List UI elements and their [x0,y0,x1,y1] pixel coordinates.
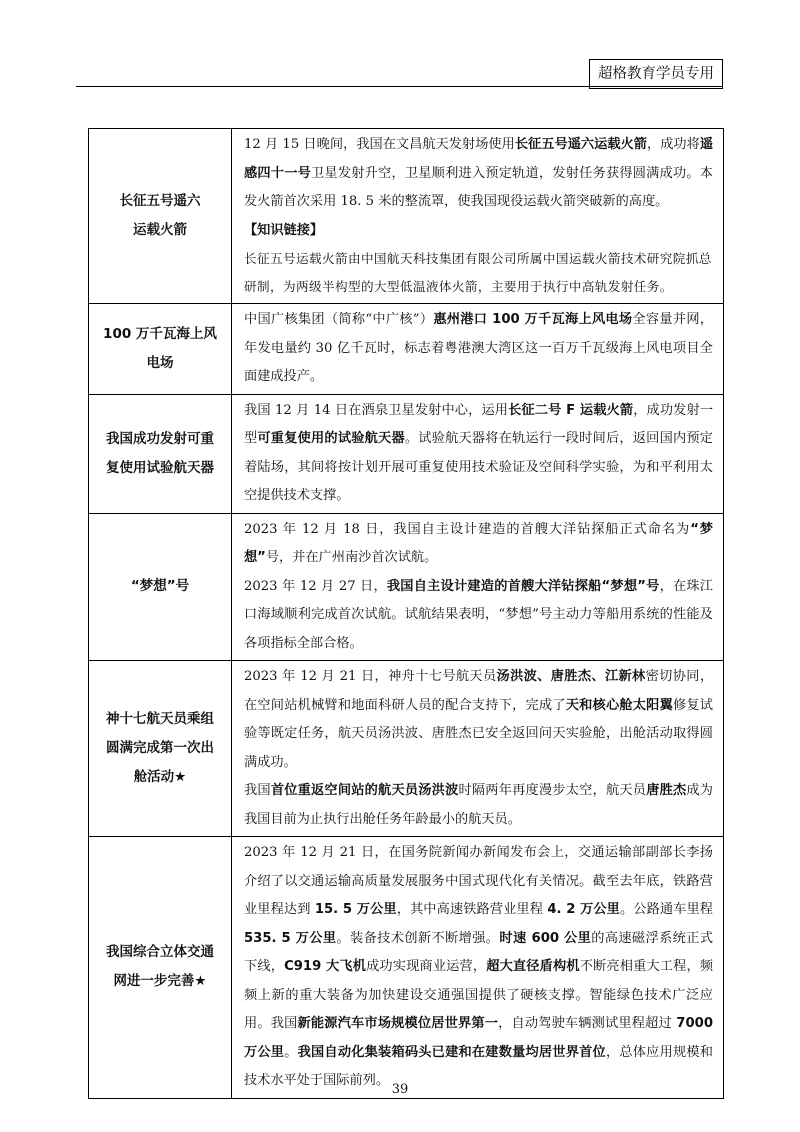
highlight-text: “梦想” [244,521,713,565]
row-content-cell [232,661,724,837]
row-content-cell [232,304,724,395]
row-title-line: 复使用试验航天器 [106,459,214,476]
row-content-cell [232,837,724,1099]
highlight-text: 我国自动化集装箱码头已建和在建数量均居世界首位 [297,1044,606,1060]
content-paragraph [244,131,713,217]
body-text: 修复试验等既定任务，航天员汤洪波、唐胜杰已安全返回问天实验舱，出舱活动取得圆满成功。 [244,697,713,770]
row-title-line: 我国成功发射可重 [106,430,214,447]
highlight-text: 长征五号遥六运载火箭 [514,137,647,152]
table-row [89,837,724,1099]
body-text: 2023 年 12 月 21 日，神舟十七号航天员 [244,669,497,684]
body-text: 我国 12 月 14 日在酒泉卫星发射中心，运用 [244,402,509,418]
row-title-line: 神十七航天员乘组 [106,711,214,727]
table-row [89,394,724,513]
knowledge-link-heading: 【知识链接】 [244,222,324,238]
row-title-line: 舱活动★ [133,769,187,785]
row-title-cell [89,661,232,837]
body-text: 中国广核集团（简称“中广核”） [244,312,434,327]
table-row [89,513,724,661]
highlight-text: 535. 5 万公里 [244,930,337,946]
highlight-text: 遥感四十一号 [244,137,714,181]
highlight-text: 4. 2 万公里 [547,902,620,917]
highlight-text: 长征二号 F 运载火箭 [508,402,634,418]
highlight-text: 首位重返空间站的航天员汤洪波 [270,783,459,798]
body-text: 不断亮相重大工程，频频上新的重大装备为加快建设交通强国提供了硬核支撑。智能绿色技术广泛应用。我国 [244,959,714,1031]
highlight-text: 超大直径盾构机 [486,959,580,974]
row-title-line: 运载火箭 [133,222,187,238]
row-title-line: 我国综合立体交通 [106,944,214,961]
news-table [88,128,724,1099]
content-paragraph [244,663,713,777]
header-rule [76,86,723,87]
highlight-text: 天和核心舱太阳翼 [565,697,673,713]
body-text: ，总体应用规模和技术水平处于国际前列。 [244,1044,713,1088]
highlight-text: 新能源汽车市场规模位居世界第一 [297,1016,499,1031]
row-title-cell [89,394,232,513]
body-text: 卫星发射升空，卫星顺利进入预定轨道，发射任务获得圆满成功。本发火箭首次采用 18. 5 米的整流罩，使我国现役运载火箭突破新的高度。 [244,165,713,209]
highlight-text: C919 大飞机 [284,959,367,974]
table-row [89,129,724,304]
body-text: 密切协同，在空间站机械臂和地面科研人员的配合支持下，完成了 [244,669,714,713]
body-text: ，自动驾驶车辆测试里程超过 [498,1016,677,1031]
body-text: 的高速磁浮系统正式下线， [244,930,714,974]
body-text: 。公路通车里程 [620,902,713,917]
row-content-cell [232,394,724,513]
highlight-text: 唐胜杰 [646,783,687,798]
body-text: ，其中高速铁路营业里程 [396,902,548,917]
body-text: 全容量并网，年发电量约 30 亿千瓦时，标志着粤港澳大湾区这一百万千瓦级海上风电项目全面建成投产。 [244,312,713,384]
row-content-cell [232,129,724,304]
body-text: ，在珠江口海域顺利完成首次试航。试航结果表明，“梦想”号主动力等船用系统的性能及各项指标全部合格。 [244,578,713,651]
body-text: ，成功发射一型 [244,402,714,446]
knowledge-link-body: 长征五号运载火箭由中国航天科技集团有限公司所属中国运载火箭技术研究院抓总研制，为两级半构型的大型低温液体火箭，主要用于执行中高轨发射任务。 [244,251,712,294]
body-text: 我国 [244,783,271,798]
body-text: 成功实现商业运营， [366,959,487,974]
row-title-line: 圆满完成第一次出 [106,740,214,756]
body-text: 2023 年 12 月 18 日，我国自主设计建造的首艘大洋钻探船正式命名为 [244,521,691,537]
row-title-line: 100 万千瓦海上风 [103,325,217,342]
row-content-cell [232,513,724,661]
body-text: 。 [284,1044,298,1060]
row-title-cell [89,304,232,395]
row-title-line: 电场 [146,354,174,371]
highlight-text: 15. 5 万公里 [314,902,397,917]
body-text: 2023 年 12 月 27 日， [244,578,387,594]
content-paragraph [244,516,713,573]
body-text: 时隔两年再度漫步太空，航天员 [458,783,647,798]
highlight-text: 我国自主设计建造的首艘大洋钻探船“梦想”号 [386,578,660,594]
table-row [89,304,724,395]
highlight-text: 惠州港口 100 万千瓦海上风电场 [433,312,633,327]
body-text: 2023 年 12 月 21 日，在国务院新闻办新闻发布会上，交通运输部副部长李扬介绍了以交通运输高质量发展服务中国式现代化有关情况。截至去年底，铁路营业里程达到 [244,845,713,917]
row-title-cell [89,129,232,304]
body-text: ，成功将 [646,137,700,152]
page-number: 39 [391,1082,409,1097]
row-title-cell [89,513,232,661]
table-row [89,661,724,837]
body-text: 成为我国目前为止执行出舱任务年龄最小的航天员。 [244,783,713,827]
body-text: 12 月 15 日晚间，我国在文昌航天发射场使用 [244,137,515,152]
content-paragraph [244,777,713,834]
body-text: 。装备技术创新不断增强。 [336,930,500,946]
row-title-line: 网进一步完善★ [113,973,207,990]
row-title-line: “梦想”号 [130,578,190,595]
body-text: 号，并在广州南沙首次试航。 [265,550,438,565]
content-paragraph [244,573,713,659]
highlight-text: 汤洪波、唐胜杰、江新林 [496,669,646,684]
row-title-line: 长征五号遥六 [119,193,201,209]
highlight-text: 7000 万公里 [244,1016,714,1060]
content-paragraph [244,306,713,392]
row-title-cell [89,837,232,1099]
body-text: 。试验航天器将在轨运行一段时间后，返回国内预定着陆场，其间将按计划开展可重复使用技术验证及空间科学实验，为和平利用太空提供技术支撑。 [244,431,713,503]
highlight-text: 时速 600 公里 [499,930,592,946]
content-paragraph [244,839,713,1096]
header-tag: 超格教育学员专用 [589,59,723,89]
highlight-text: 可重复使用的试验航天器 [257,431,405,446]
content-paragraph [244,397,713,511]
